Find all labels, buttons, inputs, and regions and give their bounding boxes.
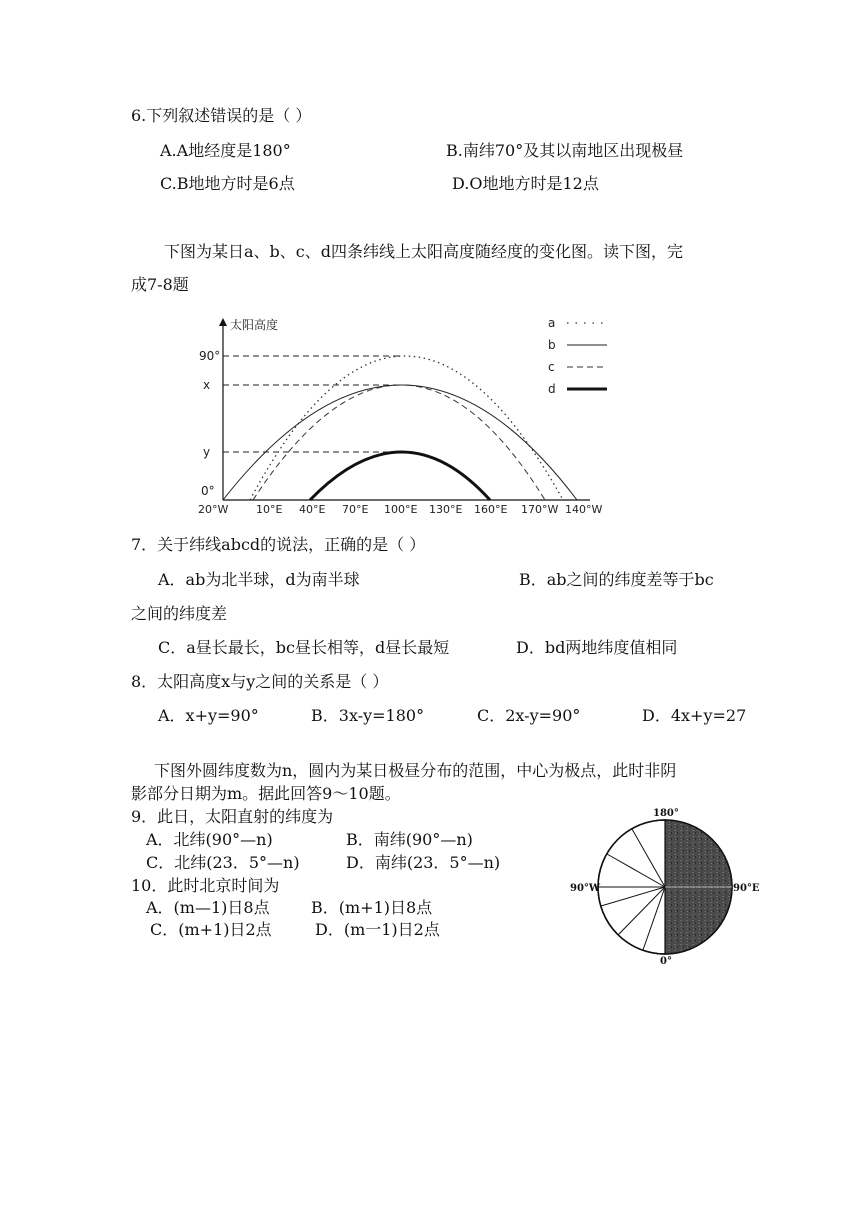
x-tick-40e: 40°E	[299, 503, 326, 516]
q9-option-b: B．南纬(90°—n)	[346, 830, 473, 849]
y-tick-90: 90°	[199, 349, 221, 363]
q9-option-c: C．北纬(23．5°—n)	[146, 853, 300, 872]
q7-option-a: A．ab为北半球，d为南半球	[158, 570, 360, 589]
x-tick-100e: 100°E	[384, 503, 418, 516]
q10-stem: 10．此时北京时间为	[131, 876, 280, 895]
circle-label-0: 0°	[660, 956, 672, 965]
q7-option-b-cont: 之间的纬度差	[131, 604, 228, 623]
q6-stem: 6.下列叙述错误的是（ ）	[131, 106, 312, 125]
q9-option-d: D．南纬(23．5°—n)	[346, 853, 501, 872]
q7-option-d: D．bd两地纬度值相同	[516, 638, 678, 657]
q8-option-a: A．x+y=90°	[158, 706, 259, 725]
y-tick-0: 0°	[201, 484, 215, 498]
q10-option-a: A．(m—1)日8点	[146, 898, 270, 917]
intro-7-8-line1: 下图为某日a、b、c、d四条纬线上太阳高度随经度的变化图。读下图，完	[164, 242, 683, 261]
q10-option-d: D．(m一1)日2点	[315, 920, 440, 939]
solar-altitude-chart	[195, 312, 620, 522]
y-tick-x: x	[203, 378, 211, 392]
series-b-curve	[223, 385, 577, 500]
intro-9-10-line2: 影部分日期为m。据此回答9～10题。	[131, 784, 401, 803]
y-tick-y: y	[203, 445, 211, 459]
q7-stem: 7．关于纬线abcd的说法，正确的是（ ）	[131, 535, 426, 554]
x-tick-160e: 160°E	[474, 503, 508, 516]
x-tick-140w: 140°W	[565, 503, 603, 516]
chart-y-label: 太阳高度	[230, 318, 279, 332]
q8-option-b: B．3x-y=180°	[311, 706, 425, 725]
legend-b-label: b	[548, 338, 556, 352]
x-tick-10e: 10°E	[256, 503, 283, 516]
series-c-curve	[253, 385, 545, 500]
circle-label-90e: 90°E	[733, 883, 760, 894]
x-tick-20w: 20°W	[198, 503, 229, 516]
chart-y-axis-arrow	[219, 318, 227, 326]
q6-option-c: C.B地地方时是6点	[160, 174, 295, 193]
x-tick-170w: 170°W	[521, 503, 559, 516]
q6-option-b: B.南纬70°及其以南地区出现极昼	[446, 141, 684, 160]
circle-label-90w: 90°W	[570, 883, 601, 894]
q7-option-c: C．a昼长最长，bc昼长相等，d昼长最短	[158, 638, 450, 657]
q10-option-c: C．(m+1)日2点	[150, 920, 272, 939]
q8-stem: 8．太阳高度x与y之间的关系是（ ）	[131, 672, 389, 691]
q7-option-b: B．ab之间的纬度差等于bc	[519, 570, 714, 589]
intro-7-8-line2: 成7-8题	[131, 275, 189, 294]
q6-option-d: D.O地地方时是12点	[452, 174, 599, 193]
q9-option-a: A．北纬(90°—n)	[146, 830, 273, 849]
q9-stem: 9．此日，太阳直射的纬度为	[131, 807, 334, 826]
q8-option-c: C．2x-y=90°	[477, 706, 581, 725]
x-tick-70e: 70°E	[342, 503, 369, 516]
polar-day-diagram	[565, 805, 775, 965]
circle-label-180: 180°	[653, 808, 679, 819]
series-a-curve	[250, 356, 563, 500]
q6-option-a: A.A地经度是180°	[160, 141, 291, 160]
legend-a-label: a	[548, 316, 556, 330]
intro-9-10-line1: 下图外圆纬度数为n，圆内为某日极昼分布的范围，中心为极点，此时非阴	[154, 761, 677, 780]
x-tick-130e: 130°E	[429, 503, 463, 516]
q8-option-d: D．4x+y=27	[642, 706, 747, 725]
legend-d-label: d	[548, 382, 556, 396]
series-d-curve	[310, 452, 490, 500]
q10-option-b: B．(m+1)日8点	[311, 898, 433, 917]
legend-c-label: c	[548, 360, 555, 374]
